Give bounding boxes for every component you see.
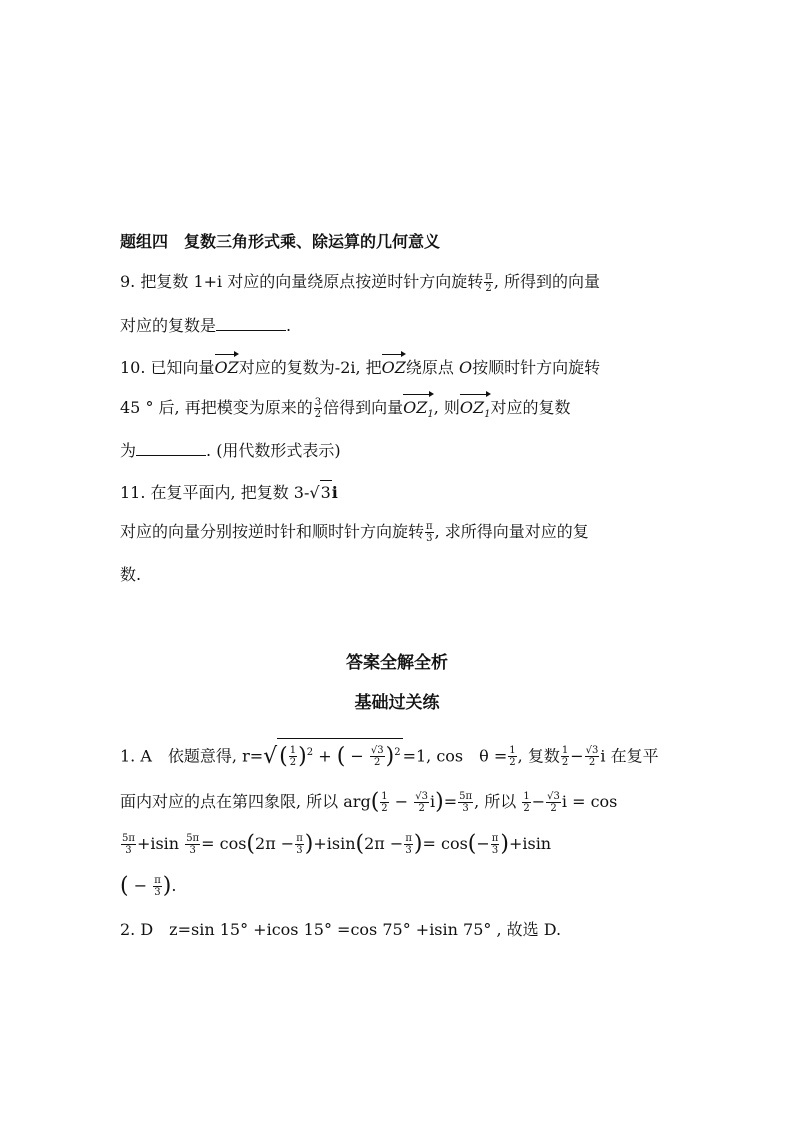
- answer-1-line-2: 面内对应的点在第四象限, 所以 arg( $\frac{1}{2}$ − $\frac{√3}{2}$ i)= $\frac{5\pi}{3}$ , 所以 $\frac{1}{2}$ − $\frac{√3}{2}$ i = cos: [120, 789, 618, 815]
- question-10-line-1: 10. 已知向量OZ对应的复数为-2i, 把OZ绕原点 O按顺时针方向旋转: [120, 356, 600, 380]
- question-10-line-2: 45 ° 后, 再把模变为原来的 $\frac{3}{2}$ 倍得到向量$OZ_1$, 则$OZ_1$对应的复数: [120, 396, 571, 427]
- fraction: $\frac{\pi}{2}$: [485, 271, 492, 294]
- answer-2: 2. D z=sin 15° +icos 15° =cos 75° +isin 75° , 故选 D.: [120, 920, 562, 939]
- answer-1-line-1: 1. A 依题意得, r=√( $\frac{1}{2}$ )$^2$ + ( − $\frac{√3}{2}$ )$^2$ =1, cos θ = $\frac{1}{2}$ , 复数 $\frac{1}{2}$ − $\frac{√3}{2}$ i 在复平: [120, 738, 659, 771]
- answer-1-line-4: ( − $\frac{\pi}{3}$ ).: [120, 873, 177, 899]
- fraction: $\frac{3}{2}$: [314, 397, 322, 420]
- vector-oz: OZ: [215, 356, 239, 380]
- question-9-line-2: 对应的复数是 .: [120, 316, 292, 335]
- question-10-line-3: 为 . (用代数形式表示): [120, 441, 341, 460]
- answer-blank: [136, 441, 206, 456]
- section-title: 题组四 复数三角形式乘、除运算的几何意义: [120, 232, 441, 251]
- sub-title: 基础过关练: [354, 693, 440, 713]
- answer-blank: [216, 316, 286, 331]
- answers-title: 答案全解全析: [346, 653, 448, 673]
- question-11-line-1: 11. 在复平面内, 把复数 3-√3i: [120, 480, 338, 505]
- fraction: $\frac{\pi}{3}$: [426, 521, 433, 544]
- answer-1-line-3: $\frac{5\pi}{3}$ +isin $\frac{5\pi}{3}$ = cos(2π − $\frac{\pi}{3}$ )+isin(2π − $\frac{\pi}{3}$ )= cos(− $\frac{\pi}{3}$ )+isin: [122, 831, 552, 857]
- vector-oz1: $OZ_1$: [460, 396, 491, 427]
- radicand: ( $\frac{1}{2}$ )$^2$ + ( − $\frac{√3}{2}$ )$^2$: [277, 738, 402, 771]
- question-9-line-1: 9. 把复数 1+i 对应的向量绕原点按逆时针方向旋转 $\frac{\pi}{2}$ , 所得到的向量: [120, 271, 600, 294]
- vector-oz1: $OZ_1$: [403, 396, 434, 427]
- question-11-line-2: 对应的向量分别按逆时针和顺时针方向旋转 $\frac{\pi}{3}$ , 求所得向量对应的复: [120, 521, 589, 544]
- vector-oz: OZ: [382, 356, 406, 380]
- question-11-line-3: 数.: [120, 565, 142, 584]
